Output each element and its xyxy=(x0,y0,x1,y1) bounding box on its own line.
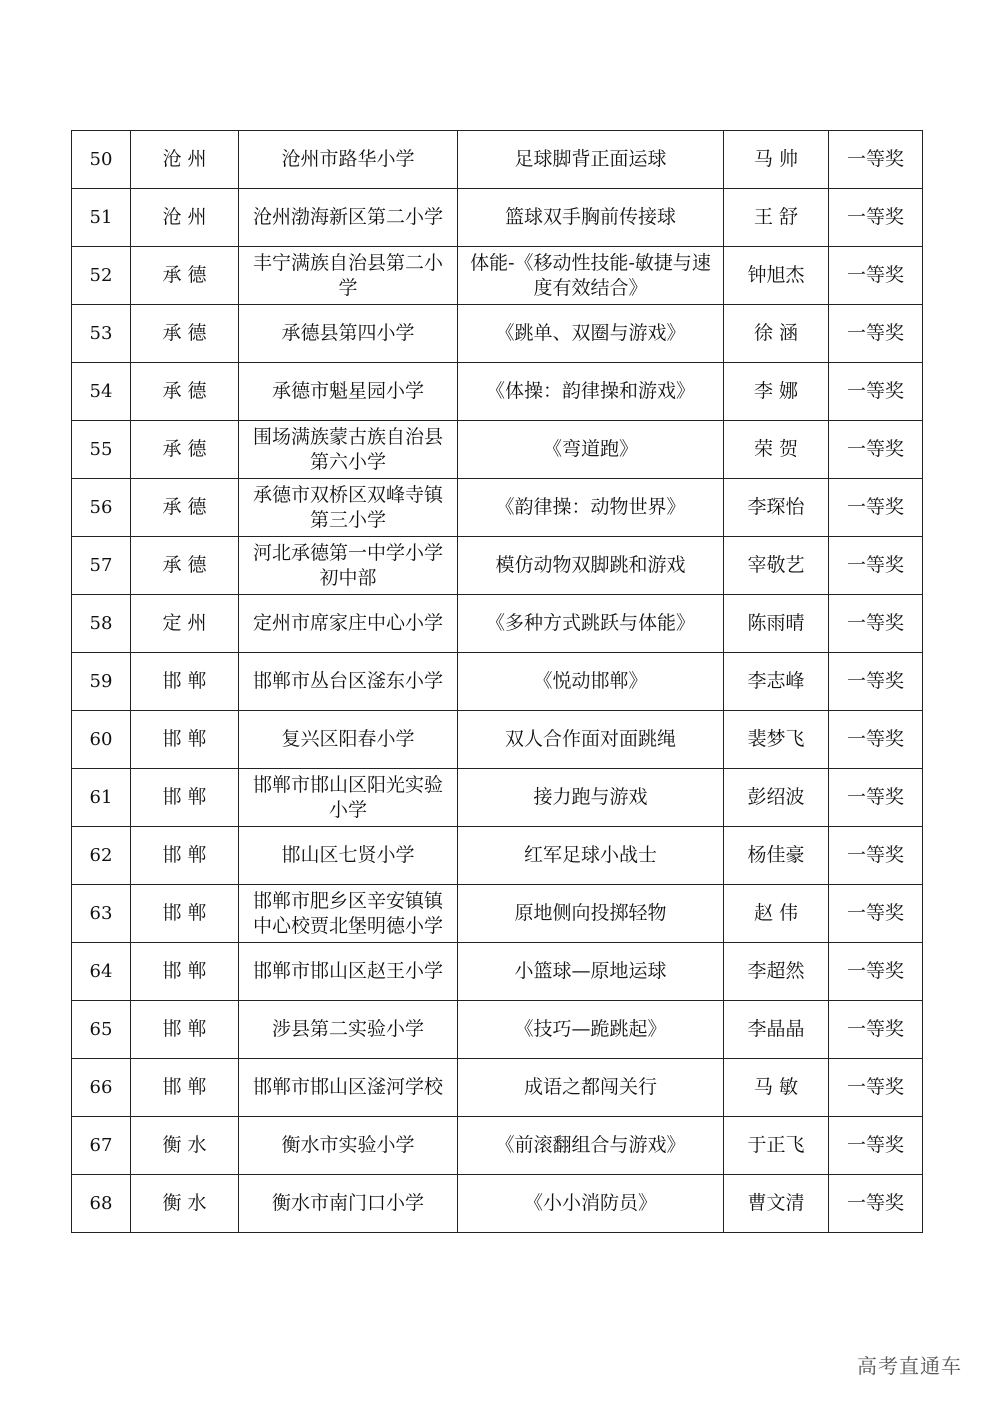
teacher-name-cell: 钟旭杰 xyxy=(724,247,829,305)
lesson-topic-cell: 《技巧—跪跳起》 xyxy=(458,1001,724,1059)
table-row xyxy=(72,479,923,537)
table-row xyxy=(72,885,923,943)
teacher-name-cell: 荣 贺 xyxy=(724,421,829,479)
table-row xyxy=(72,653,923,711)
teacher-name-cell: 杨佳豪 xyxy=(724,827,829,885)
table-row xyxy=(72,827,923,885)
school-cell: 衡水市实验小学 xyxy=(239,1117,458,1175)
award-cell: 一等奖 xyxy=(829,653,923,711)
school-cell: 定州市席家庄中心小学 xyxy=(239,595,458,653)
table-row xyxy=(72,421,923,479)
lesson-topic-cell: 《多种方式跳跃与体能》 xyxy=(458,595,724,653)
awards-table-body xyxy=(72,131,923,1233)
award-cell: 一等奖 xyxy=(829,595,923,653)
table-row xyxy=(72,363,923,421)
award-cell: 一等奖 xyxy=(829,537,923,595)
row-number-cell: 57 xyxy=(72,537,131,595)
school-cell: 涉县第二实验小学 xyxy=(239,1001,458,1059)
city-cell: 邯 郸 xyxy=(131,827,239,885)
table-row xyxy=(72,711,923,769)
lesson-topic-cell: 《弯道跑》 xyxy=(458,421,724,479)
school-cell: 邯郸市丛台区滏东小学 xyxy=(239,653,458,711)
award-cell: 一等奖 xyxy=(829,711,923,769)
table-row xyxy=(72,1059,923,1117)
lesson-topic-cell: 模仿动物双脚跳和游戏 xyxy=(458,537,724,595)
row-number-cell: 64 xyxy=(72,943,131,1001)
lesson-topic-cell: 《体操：韵律操和游戏》 xyxy=(458,363,724,421)
city-cell: 邯 郸 xyxy=(131,711,239,769)
award-cell: 一等奖 xyxy=(829,1117,923,1175)
city-cell: 邯 郸 xyxy=(131,653,239,711)
teacher-name-cell: 李 娜 xyxy=(724,363,829,421)
table-row xyxy=(72,189,923,247)
school-cell: 沧州市路华小学 xyxy=(239,131,458,189)
row-number-cell: 63 xyxy=(72,885,131,943)
city-cell: 邯 郸 xyxy=(131,885,239,943)
row-number-cell: 62 xyxy=(72,827,131,885)
city-cell: 邯 郸 xyxy=(131,1001,239,1059)
award-cell: 一等奖 xyxy=(829,943,923,1001)
school-cell: 邯郸市邯山区滏河学校 xyxy=(239,1059,458,1117)
row-number-cell: 55 xyxy=(72,421,131,479)
school-cell: 沧州渤海新区第二小学 xyxy=(239,189,458,247)
teacher-name-cell: 彭绍波 xyxy=(724,769,829,827)
teacher-name-cell: 曹文清 xyxy=(724,1175,829,1233)
school-cell: 承德县第四小学 xyxy=(239,305,458,363)
row-number-cell: 51 xyxy=(72,189,131,247)
lesson-topic-cell: 《小小消防员》 xyxy=(458,1175,724,1233)
school-cell: 丰宁满族自治县第二小学 xyxy=(239,247,458,305)
table-row xyxy=(72,1117,923,1175)
row-number-cell: 65 xyxy=(72,1001,131,1059)
table-row xyxy=(72,1001,923,1059)
table-row xyxy=(72,595,923,653)
award-cell: 一等奖 xyxy=(829,189,923,247)
teacher-name-cell: 赵 伟 xyxy=(724,885,829,943)
city-cell: 邯 郸 xyxy=(131,1059,239,1117)
city-cell: 沧 州 xyxy=(131,131,239,189)
lesson-topic-cell: 体能-《移动性技能-敏捷与速度有效结合》 xyxy=(458,247,724,305)
award-cell: 一等奖 xyxy=(829,885,923,943)
table-row xyxy=(72,305,923,363)
lesson-topic-cell: 成语之都闯关行 xyxy=(458,1059,724,1117)
table-row xyxy=(72,537,923,595)
table-row xyxy=(72,1175,923,1233)
school-cell: 邯郸市邯山区阳光实验小学 xyxy=(239,769,458,827)
city-cell: 衡 水 xyxy=(131,1175,239,1233)
teacher-name-cell: 王 舒 xyxy=(724,189,829,247)
row-number-cell: 67 xyxy=(72,1117,131,1175)
award-cell: 一等奖 xyxy=(829,131,923,189)
school-cell: 邯郸市邯山区赵王小学 xyxy=(239,943,458,1001)
city-cell: 承 德 xyxy=(131,305,239,363)
school-cell: 河北承德第一中学小学初中部 xyxy=(239,537,458,595)
lesson-topic-cell: 《韵律操：动物世界》 xyxy=(458,479,724,537)
teacher-name-cell: 宰敬艺 xyxy=(724,537,829,595)
award-cell: 一等奖 xyxy=(829,769,923,827)
lesson-topic-cell: 接力跑与游戏 xyxy=(458,769,724,827)
teacher-name-cell: 裴梦飞 xyxy=(724,711,829,769)
row-number-cell: 54 xyxy=(72,363,131,421)
lesson-topic-cell: 足球脚背正面运球 xyxy=(458,131,724,189)
school-cell: 邯郸市肥乡区辛安镇镇中心校贾北堡明德小学 xyxy=(239,885,458,943)
lesson-topic-cell: 《前滚翻组合与游戏》 xyxy=(458,1117,724,1175)
award-cell: 一等奖 xyxy=(829,1059,923,1117)
lesson-topic-cell: 《悦动邯郸》 xyxy=(458,653,724,711)
award-cell: 一等奖 xyxy=(829,363,923,421)
teacher-name-cell: 于正飞 xyxy=(724,1117,829,1175)
school-cell: 承德市魁星园小学 xyxy=(239,363,458,421)
row-number-cell: 61 xyxy=(72,769,131,827)
teacher-name-cell: 李琛怡 xyxy=(724,479,829,537)
city-cell: 衡 水 xyxy=(131,1117,239,1175)
school-cell: 邯山区七贤小学 xyxy=(239,827,458,885)
teacher-name-cell: 李志峰 xyxy=(724,653,829,711)
city-cell: 承 德 xyxy=(131,247,239,305)
row-number-cell: 56 xyxy=(72,479,131,537)
city-cell: 沧 州 xyxy=(131,189,239,247)
row-number-cell: 50 xyxy=(72,131,131,189)
award-cell: 一等奖 xyxy=(829,1175,923,1233)
awards-table xyxy=(71,130,923,1233)
table-row xyxy=(72,769,923,827)
lesson-topic-cell: 篮球双手胸前传接球 xyxy=(458,189,724,247)
row-number-cell: 59 xyxy=(72,653,131,711)
row-number-cell: 68 xyxy=(72,1175,131,1233)
lesson-topic-cell: 原地侧向投掷轻物 xyxy=(458,885,724,943)
award-cell: 一等奖 xyxy=(829,479,923,537)
row-number-cell: 60 xyxy=(72,711,131,769)
city-cell: 承 德 xyxy=(131,537,239,595)
school-cell: 承德市双桥区双峰寺镇第三小学 xyxy=(239,479,458,537)
teacher-name-cell: 李晶晶 xyxy=(724,1001,829,1059)
lesson-topic-cell: 双人合作面对面跳绳 xyxy=(458,711,724,769)
row-number-cell: 66 xyxy=(72,1059,131,1117)
award-cell: 一等奖 xyxy=(829,305,923,363)
school-cell: 复兴区阳春小学 xyxy=(239,711,458,769)
row-number-cell: 58 xyxy=(72,595,131,653)
table-row xyxy=(72,247,923,305)
teacher-name-cell: 陈雨晴 xyxy=(724,595,829,653)
lesson-topic-cell: 小篮球—原地运球 xyxy=(458,943,724,1001)
city-cell: 承 德 xyxy=(131,479,239,537)
teacher-name-cell: 马 帅 xyxy=(724,131,829,189)
watermark-text: 高考直通车 xyxy=(857,1354,962,1378)
row-number-cell: 52 xyxy=(72,247,131,305)
city-cell: 邯 郸 xyxy=(131,943,239,1001)
award-cell: 一等奖 xyxy=(829,827,923,885)
city-cell: 定 州 xyxy=(131,595,239,653)
lesson-topic-cell: 红军足球小战士 xyxy=(458,827,724,885)
teacher-name-cell: 徐 涵 xyxy=(724,305,829,363)
table-row xyxy=(72,131,923,189)
row-number-cell: 53 xyxy=(72,305,131,363)
teacher-name-cell: 马 敏 xyxy=(724,1059,829,1117)
award-cell: 一等奖 xyxy=(829,247,923,305)
school-cell: 围场满族蒙古族自治县第六小学 xyxy=(239,421,458,479)
city-cell: 邯 郸 xyxy=(131,769,239,827)
award-cell: 一等奖 xyxy=(829,1001,923,1059)
city-cell: 承 德 xyxy=(131,421,239,479)
city-cell: 承 德 xyxy=(131,363,239,421)
table-row xyxy=(72,943,923,1001)
teacher-name-cell: 李超然 xyxy=(724,943,829,1001)
award-cell: 一等奖 xyxy=(829,421,923,479)
lesson-topic-cell: 《跳单、双圈与游戏》 xyxy=(458,305,724,363)
school-cell: 衡水市南门口小学 xyxy=(239,1175,458,1233)
